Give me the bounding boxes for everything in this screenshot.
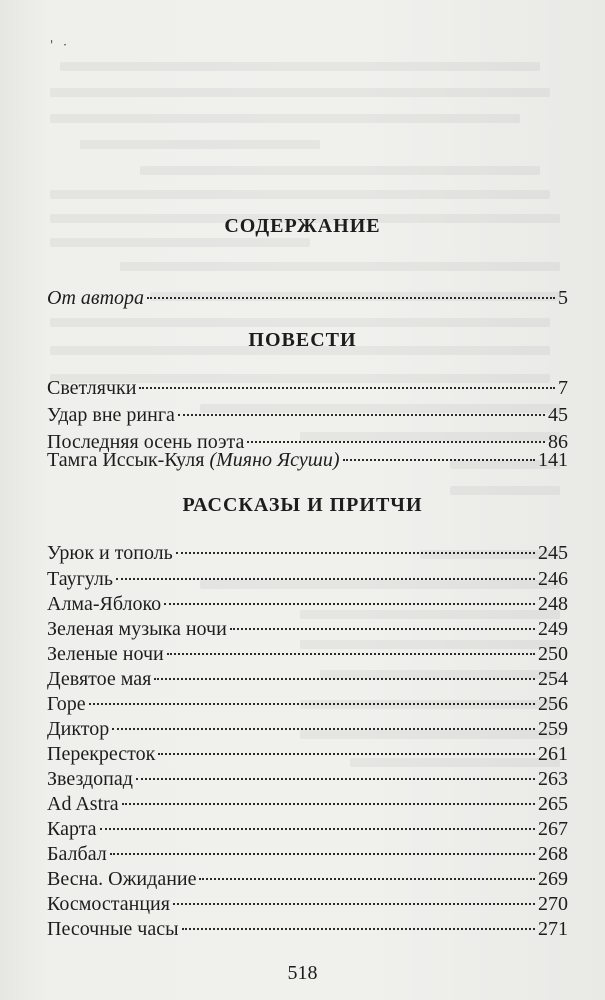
dot-leader bbox=[147, 297, 555, 299]
toc-entry-page: 271 bbox=[538, 918, 568, 940]
toc-entry[interactable] bbox=[47, 766, 568, 792]
dot-leader bbox=[112, 728, 535, 730]
dot-leader bbox=[182, 928, 535, 930]
toc-title-text: Балбал bbox=[47, 843, 107, 865]
toc-title-italic: От автора bbox=[47, 287, 145, 309]
toc-entry[interactable] bbox=[47, 716, 568, 742]
toc-title-text: Тамга Иссык-Куля bbox=[47, 449, 210, 471]
toc-entry[interactable] bbox=[47, 666, 568, 692]
toc-entry-page: 256 bbox=[538, 693, 568, 715]
toc-entry-title bbox=[47, 285, 144, 311]
toc-entry[interactable] bbox=[47, 691, 568, 717]
toc-entry[interactable] bbox=[47, 641, 568, 667]
dot-leader bbox=[139, 387, 555, 389]
dot-leader bbox=[136, 778, 535, 780]
section-heading-povesti: ПОВЕСТИ bbox=[248, 329, 357, 351]
dot-leader bbox=[158, 753, 535, 755]
toc-entry-page: 267 bbox=[538, 818, 568, 840]
toc-entry-title bbox=[47, 540, 173, 566]
toc-entry-title bbox=[47, 791, 119, 817]
toc-title-text: Светлячки bbox=[47, 377, 137, 399]
dot-leader bbox=[89, 703, 535, 705]
toc-title-text: Диктор bbox=[47, 718, 110, 740]
toc-entry-title bbox=[47, 816, 97, 842]
toc-title-text: Перекресток bbox=[47, 743, 156, 765]
toc-entry-author-note[interactable] bbox=[47, 285, 568, 311]
toc-entry[interactable] bbox=[47, 866, 568, 892]
toc-entry-title bbox=[47, 916, 179, 942]
toc-title-text: Таугуль bbox=[47, 568, 114, 590]
toc-entry[interactable] bbox=[47, 841, 568, 867]
toc-title-text: Алма-Яблоко bbox=[47, 593, 162, 615]
toc-entry-page: 268 bbox=[538, 843, 568, 865]
dot-leader bbox=[178, 414, 545, 416]
toc-entry-title bbox=[47, 891, 170, 917]
toc-entry-title bbox=[47, 402, 175, 428]
toc-entry[interactable] bbox=[47, 791, 568, 817]
toc-entry[interactable] bbox=[47, 447, 568, 473]
toc-title-text: Горе bbox=[47, 693, 86, 715]
toc-title-text: Зеленая музыка ночи bbox=[47, 618, 227, 640]
toc-title-text: Звездопад bbox=[47, 768, 133, 790]
dot-leader bbox=[164, 603, 535, 605]
toc-entry[interactable] bbox=[47, 741, 568, 767]
dot-leader bbox=[100, 828, 535, 830]
toc-entry[interactable] bbox=[47, 891, 568, 917]
toc-entry[interactable] bbox=[47, 566, 568, 592]
dot-leader bbox=[167, 653, 535, 655]
toc-entry-page: 248 bbox=[538, 593, 568, 615]
toc-entry[interactable] bbox=[47, 402, 568, 428]
toc-entry-page: 263 bbox=[538, 768, 568, 790]
toc-entry-page: 5 bbox=[558, 287, 568, 309]
toc-entry-title bbox=[47, 641, 164, 667]
toc-entry-title bbox=[47, 766, 133, 792]
toc-entry-page: 259 bbox=[538, 718, 568, 740]
toc-entry[interactable] bbox=[47, 816, 568, 842]
toc-entry-page: 269 bbox=[538, 868, 568, 890]
toc-entry-page: 254 bbox=[538, 668, 568, 690]
dot-leader bbox=[230, 628, 535, 630]
toc-entry-title bbox=[47, 616, 227, 642]
dot-leader bbox=[247, 441, 545, 443]
dot-leader bbox=[154, 678, 535, 680]
toc-entry-title bbox=[47, 375, 136, 401]
toc-entry-title bbox=[47, 866, 196, 892]
toc-title-italic: (Мияно Ясуши) bbox=[209, 449, 340, 471]
toc-entry-title bbox=[47, 566, 113, 592]
dot-leader bbox=[110, 853, 535, 855]
toc-entry-title bbox=[47, 716, 109, 742]
toc-entry-title bbox=[47, 741, 155, 767]
section-heading-stories: РАССКАЗЫ И ПРИТЧИ bbox=[182, 494, 423, 516]
toc-entry[interactable] bbox=[47, 591, 568, 617]
dot-leader bbox=[173, 903, 535, 905]
toc-entry-page: 141 bbox=[538, 449, 568, 471]
toc-entry-title bbox=[47, 841, 107, 867]
toc-title-text: Удар вне ринга bbox=[47, 404, 175, 426]
toc-entry[interactable] bbox=[47, 375, 568, 401]
page-number: 518 bbox=[287, 962, 318, 984]
toc-entry-page: 270 bbox=[538, 893, 568, 915]
toc-entry-page: 86 bbox=[548, 431, 568, 453]
dot-leader bbox=[122, 803, 535, 805]
toc-entry-page: 265 bbox=[538, 793, 568, 815]
contents-heading: СОДЕРЖАНИЕ bbox=[224, 215, 381, 237]
toc-title-text: Карта bbox=[47, 818, 97, 840]
toc-entry-page: 249 bbox=[538, 618, 568, 640]
toc-title-text: Весна. Ожидание bbox=[47, 868, 197, 890]
toc-title-text: Урюк и тополь bbox=[47, 542, 173, 564]
toc-entry[interactable] bbox=[47, 916, 568, 942]
toc-entry-page: 245 bbox=[538, 542, 568, 564]
toc-entry-page: 45 bbox=[548, 404, 568, 426]
toc-entry-page: 7 bbox=[558, 377, 568, 399]
toc-title-text: Последняя осень поэта bbox=[47, 431, 245, 453]
toc-title-text: Зеленые ночи bbox=[47, 643, 164, 665]
dot-leader bbox=[176, 552, 535, 554]
toc-title-text: Космостанция bbox=[47, 893, 170, 915]
toc-entry[interactable] bbox=[47, 616, 568, 642]
toc-entry-page: 250 bbox=[538, 643, 568, 665]
dot-leader bbox=[199, 878, 535, 880]
toc-entry-title bbox=[47, 691, 86, 717]
dot-leader bbox=[343, 459, 535, 461]
toc-entry-title bbox=[47, 666, 151, 692]
toc-title-text: Ad Astra bbox=[47, 793, 119, 815]
toc-entry-title bbox=[47, 447, 340, 473]
toc-entry-title bbox=[47, 591, 161, 617]
toc-title-text: Девятое мая bbox=[47, 668, 152, 690]
toc-entry-page: 246 bbox=[538, 568, 568, 590]
toc-entry[interactable] bbox=[47, 540, 568, 566]
toc-entry-page: 261 bbox=[538, 743, 568, 765]
corner-mark: ' · bbox=[50, 38, 70, 52]
dot-leader bbox=[116, 578, 535, 580]
toc-title-text: Песочные часы bbox=[47, 918, 179, 940]
